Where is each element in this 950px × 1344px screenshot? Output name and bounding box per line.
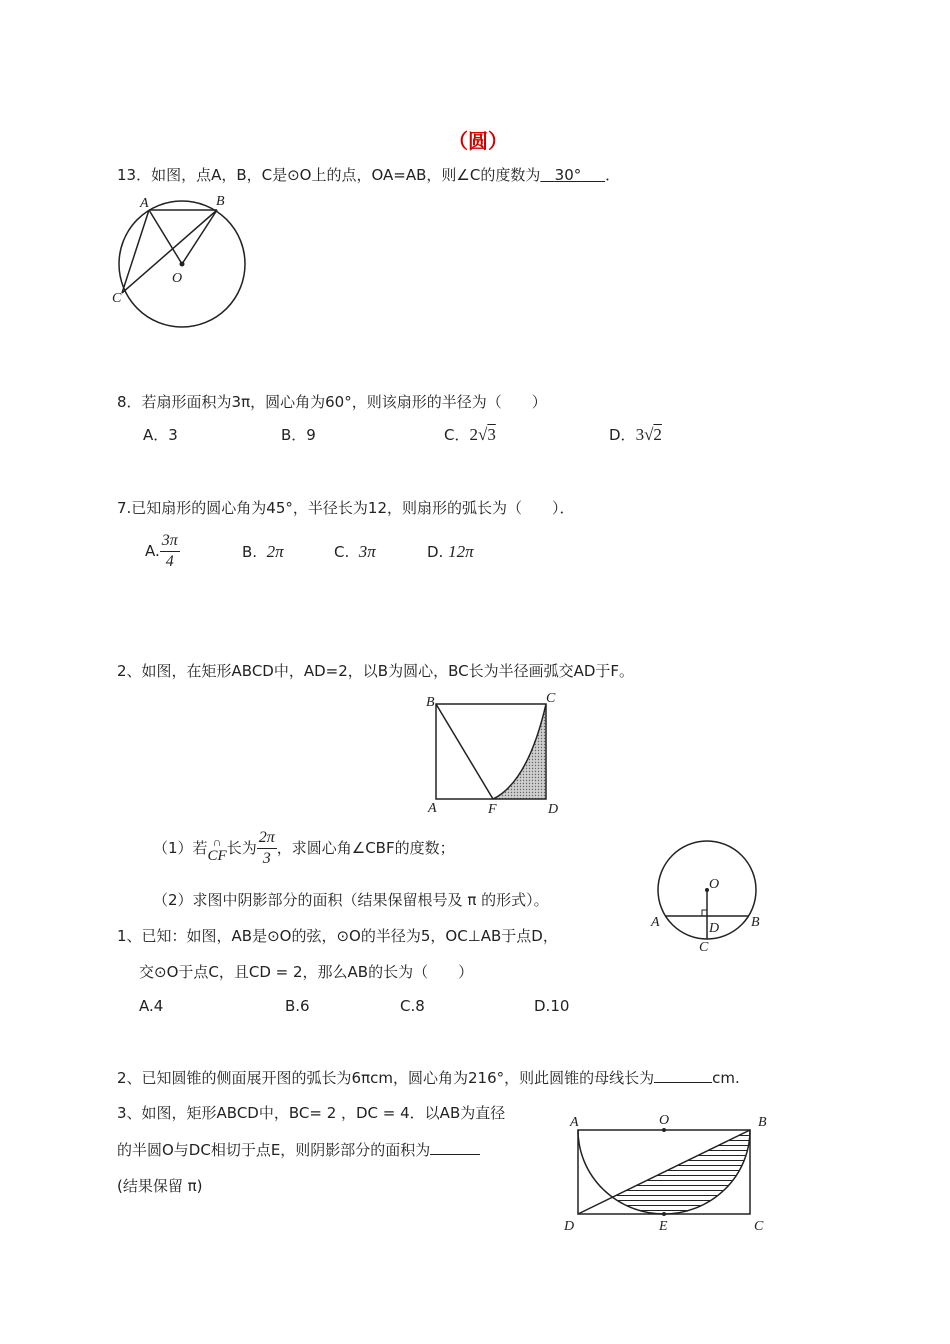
q3-label-c: C [754,1219,764,1234]
question-3-line-2: 的半圆O与DC相切于点E，则阴影部分的面积为 [117,1139,480,1160]
q3-label-o: O [659,1113,670,1128]
q13-label-c: C [112,291,122,306]
q8-option-d[interactable]: D．3√2 [609,425,662,444]
q3-label-e: E [659,1219,668,1234]
q2a-label-b: B [426,695,435,710]
q1-option-b[interactable]: B.6 [285,997,310,1015]
q1-label-b: B [751,915,760,930]
question-1-line-1: 1、已知：如图，AB是⊙O的弦，⊙O的半径为5，OC⊥AB于点D， [117,927,558,945]
q13-answer: 30° [554,166,582,184]
q2a-sub-question-2: （2）求图中阴影部分的面积（结果保留根号及 π 的形式）。 [153,891,549,909]
q13-circle-figure [106,190,256,335]
q7-option-d[interactable]: D. 12π [427,542,474,561]
q1-label-c: C [699,940,709,955]
q8-option-a[interactable]: A．3 [143,426,178,444]
question-1-line-2: 交⊙O于点C，且CD = 2，那么AB的长为（ ） [139,963,474,981]
page-title: （圆） [448,129,508,153]
q2a-label-a: A [428,801,437,816]
q13-text: 13．如图，点A，B，C是⊙O上的点，OA=AB，则∠C的度数为 [117,166,541,184]
q2a-label-d: D [548,802,559,817]
q3-label-b: B [758,1115,767,1130]
q3-rectangle-figure [560,1108,775,1236]
question-7: 7.已知扇形的圆心角为45°，半径长为12，则扇形的弧长为（ ）． [117,499,575,517]
q1-circle-figure [645,840,770,955]
q1-option-c[interactable]: C.8 [400,997,425,1015]
q3-label-d: D [564,1219,575,1234]
q1-option-a[interactable]: A.4 [139,997,164,1015]
question-2-cone: 2、已知圆锥的侧面展开图的弧长为6πcm，圆心角为216°，则此圆锥的母线长为 cm. [117,1069,740,1087]
q8-option-c[interactable]: C．2√3 [444,425,496,444]
q2a-label-f: F [488,802,497,817]
question-3-line-1: 3、如图，矩形ABCD中，BC= 2 ，DC = 4．以AB为直径 [117,1104,506,1122]
q13-label-b: B [216,194,225,209]
q3-answer-blank[interactable] [430,1140,480,1155]
q2b-answer-blank[interactable] [654,1068,712,1083]
q7-option-a[interactable]: A. $\frac{3\pi}{4}$ [145,532,178,570]
q7-option-b[interactable]: B. 2π [242,542,284,561]
q1-label-a: A [651,915,660,930]
question-2-rectangle: 2、如图，在矩形ABCD中，AD=2，以B为圆心，BC长为半径画弧交AD于F。 [117,662,635,680]
question-8: 8．若扇形面积为3π，圆心角为60°，则该扇形的半径为（ ） [117,393,547,411]
q3-label-a: A [570,1115,579,1130]
q2a-rectangle-figure [420,692,565,820]
q1-label-o: O [709,877,720,892]
q2a-sub-question-1: （1）若 ∩ CF 长为 $\frac{2\pi}{3}$ ，求圆心角∠CBF的度数； [153,829,455,867]
q8-option-b[interactable]: B．9 [281,426,316,444]
q1-option-d[interactable]: D.10 [534,997,570,1015]
q13-label-a: A [140,196,149,211]
q2a-label-c: C [546,692,556,706]
question-3-line-3: (结果保留 π) [117,1177,203,1195]
q7-option-c[interactable]: C. 3π [334,542,376,561]
question-13: 13．如图，点A，B，C是⊙O上的点，OA=AB，则∠C的度数为 30° ． [117,166,621,184]
q1-label-d: D [709,921,720,936]
q13-label-o: O [172,271,183,286]
